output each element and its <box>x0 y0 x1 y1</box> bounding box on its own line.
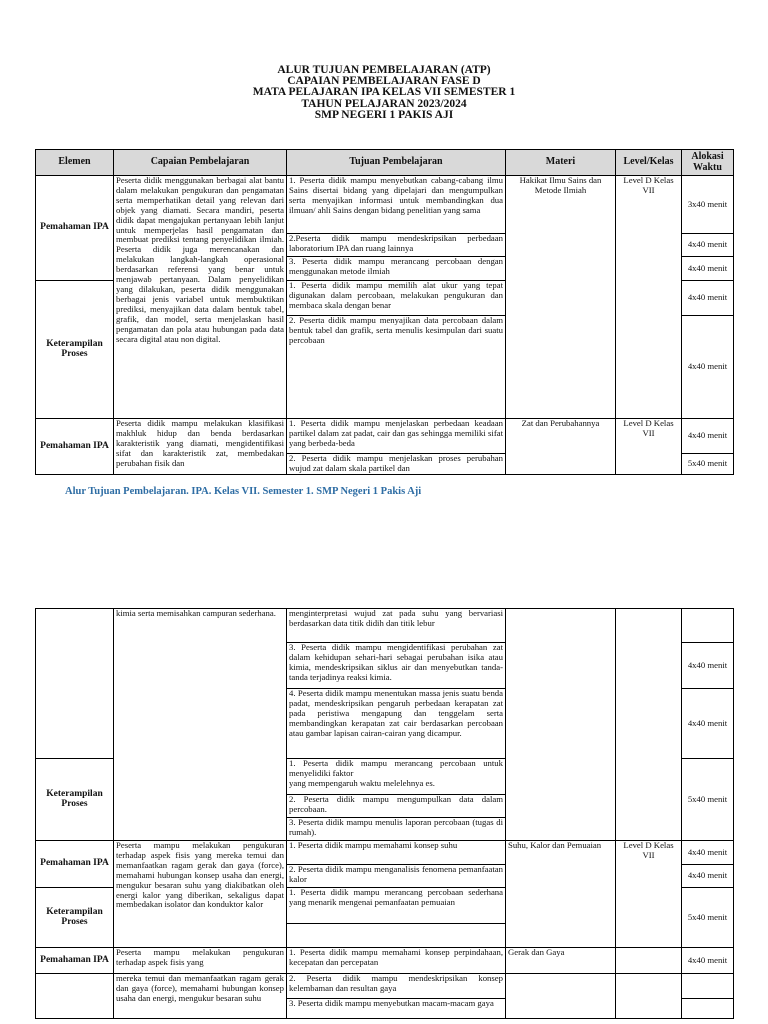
document-heading <box>0 65 768 121</box>
alokasi-blank-2 <box>682 974 734 999</box>
materi-gerak: Gerak dan Gaya <box>506 948 616 974</box>
elemen-pemahaman-ipa-p2: Pemahaman IPA <box>36 841 114 888</box>
tujuan-p2-row-5: 2. Peserta didik mampu mengumpulkan data dalam percobaan. <box>287 795 506 818</box>
elemen-keterampilan-proses: Keterampilan Proses <box>36 281 114 419</box>
capaian-gerak-a: Peserta mampu melakukan pengukuran terhadap aspek fisis yang <box>114 948 287 974</box>
heading-line-5: SMP NEGERI 1 PAKIS AJI <box>314 108 454 121</box>
tujuan-row-1: 1. Peserta didik mampu menyebutkan cabang-cabang ilmu Sains disertai bidang yang dipelajari dan mengumpulkan serta menyajikan informasi untuk membandingkan dua ilmuan/ ahli Sains dengan bidang penelitian yang sama <box>287 176 506 234</box>
elemen-pemahaman-ipa-p2-2: Pemahaman IPA <box>36 948 114 974</box>
tujuan-p2-row-7: 1. Peserta didik mampu memahami konsep suhu <box>287 841 506 865</box>
tujuan-p2-row-12: 3. Peserta didik mampu menyebutkan macam-macam gaya <box>287 999 506 1019</box>
tujuan-p2-row-6: 3. Peserta didik mampu menulis laporan percobaan (tugas di rumah). <box>287 818 506 841</box>
atp-table-page-2 <box>35 608 734 1019</box>
elemen-pemahaman-ipa: Pemahaman IPA <box>36 176 114 281</box>
tujuan-p2-row-4: 1. Peserta didik mampu merancang percobaan untuk menyelidiki faktor yang mempengaruh waktu melelehnya es. <box>287 759 506 795</box>
alokasi-row-2: 4x40 menit <box>682 234 734 257</box>
alokasi-blank <box>682 609 734 643</box>
tujuan-p2-row-3: 4. Peserta didik mampu menentukan massa jenis suatu benda padat, mendeskripsikan pengaruh perbedaan kerapatan zat pada peristiwa mengapung dan tenggelam serta membandingkan kerapatan zat cair berdasarkan percobaan atau gambar lapisan cairan-cairan yang dicampur. <box>287 689 506 759</box>
elemen-keterampilan-proses-p2-2: Keterampilan Proses <box>36 888 114 948</box>
tujuan-row-4: 1. Peserta didik mampu memilih alat ukur yang tepat digunakan dalam percobaan, melakukan pengukuran dan membaca skala dengan benar <box>287 281 506 316</box>
alokasi-row-6: 4x40 menit <box>682 419 734 454</box>
elemen-pemahaman-ipa-2: Pemahaman IPA <box>36 419 114 475</box>
alokasi-p2-row-7: 4x40 menit <box>682 841 734 865</box>
tujuan-p2-row-9: 1. Peserta didik mampu merancang percobaan sederhana yang menarik mengenai pemanfaatan pemuaian <box>287 888 506 924</box>
alokasi-row-7: 5x40 menit <box>682 454 734 475</box>
capaian-lanjutan: kimia serta memisahkan campuran sederhana. <box>114 609 287 841</box>
heading-line-2: CAPAIAN PEMBELAJARAN FASE D <box>287 75 481 88</box>
header-capaian: Capaian Pembelajaran <box>114 150 287 176</box>
header-tujuan: Tujuan Pembelajaran <box>287 150 506 176</box>
level-kelas-1: Level D Kelas VII <box>616 176 682 419</box>
tujuan-row-6: 1. Peserta didik mampu menjelaskan perbedaan keadaan partikel dalam zat padat, cair dan gas sehingga memiliki sifat yang berbeda-beda <box>287 419 506 454</box>
capaian-pembelajaran-1: Peserta didik menggunakan berbagai alat bantu dalam melakukan pengukuran dan pengamatan serta memperhatikan detail yang relevan dari objek yang diamati. Secara mandiri, peserta didik dapat mengajukan pertanyaan lebih lanjut untuk memperjelas hasil pengamatan dan membuat prediksi tentang penyelidikan ilmiah. Peserta didik juga merencanakan dan melakukan langkah-langkah operasional berdasarkan referensi yang benar untuk menjawab pertanyaan. Dalam penyelidikan yang dilakukan, peserta didik menggunakan berbagai jenis variabel untuk membuktikan prediksi, menyajikan data dalam bentuk tabel, grafik, dan model, serta menjelaskan hasil pengamatan dan pola atau hubungan pada data secara digital atau non digital. <box>114 176 287 419</box>
level-blank-2 <box>616 948 682 974</box>
tujuan-blank <box>287 924 506 948</box>
heading-line-1: ALUR TUJUAN PEMBELAJARAN (ATP) <box>277 64 491 76</box>
alokasi-p2-row-10: 4x40 menit <box>682 948 734 974</box>
alokasi-row-1: 3x40 menit <box>682 176 734 234</box>
level-blank-3 <box>616 974 682 1019</box>
level-kelas-p2: Level D Kelas VII <box>616 841 682 948</box>
materi-zat: Zat dan Perubahannya <box>506 419 616 475</box>
tujuan-p2-row-10: 1. Peserta didik mampu memahami konsep perpindahaan, kecepatan dan percepatan <box>287 948 506 974</box>
materi-blank-2 <box>506 974 616 1019</box>
materi-suhu: Suhu, Kalor dan Pemuaian <box>506 841 616 948</box>
tujuan-p2-row-1: menginterpretasi wujud zat pada suhu yang bervariasi berdasarkan data titik didih dan titik lebur <box>287 609 506 643</box>
tujuan-row-5: 2. Peserta didik mampu menyajikan data percobaan dalam bentuk tabel dan grafik, serta menulis kesimpulan dari suatu percobaan <box>287 316 506 419</box>
header-elemen: Elemen <box>36 150 114 176</box>
alokasi-row-4: 4x40 menit <box>682 281 734 316</box>
header-materi: Materi <box>506 150 616 176</box>
elemen-blank <box>36 609 114 759</box>
alokasi-p2-row-3: 4x40 menit <box>682 689 734 759</box>
alokasi-blank-3 <box>682 999 734 1019</box>
materi-hakikat: Hakikat Ilmu Sains dan Metode Ilmiah <box>506 176 616 419</box>
alokasi-p2-row-8: 4x40 menit <box>682 865 734 888</box>
tujuan-row-2: 2.Peserta didik mampu mendeskripsikan perbedaan laboratorium IPA dan ruang lainnya <box>287 234 506 257</box>
atp-table-page-1 <box>35 149 734 475</box>
tujuan-row-3: 3. Peserta didik mampu merancang percobaan dengan menggunakan metode ilmiah <box>287 257 506 281</box>
level-kelas-2: Level D Kelas VII <box>616 419 682 475</box>
heading-line-4: TAHUN PELAJARAN 2023/2024 <box>301 97 467 110</box>
header-level: Level/Kelas <box>616 150 682 176</box>
capaian-gerak-b: mereka temui dan memanfaatkan ragam gerak dan gaya (force), memahami hubungan konsep usaha dan energi, mengukur besaran suhu <box>114 974 287 1019</box>
alokasi-row-3: 4x40 menit <box>682 257 734 281</box>
materi-blank <box>506 609 616 841</box>
capaian-pembelajaran-2: Peserta didik mampu melakukan klasifikasi makhluk hidup dan benda berdasarkan karakteristik yang diamati, mengidentifikasi sifat dan karakteristik zat, membedakan perubahan fisik dan <box>114 419 287 475</box>
alokasi-p2-row-9: 5x40 menit <box>682 888 734 948</box>
header-alokasi: Alokasi Waktu <box>682 150 734 176</box>
tujuan-p2-row-2: 3. Peserta didik mampu mengidentifikasi perubahan zat dalam kehidupan sehari-hari sebagai perubahan isika atau kimia, mendeskripsikan siklus air dan menyebutkan tanda-tanda terjadinya reaksi kimia. <box>287 643 506 689</box>
elemen-blank-2 <box>36 974 114 1019</box>
alokasi-p2-row-2: 4x40 menit <box>682 643 734 689</box>
alokasi-row-5: 4x40 menit <box>682 316 734 419</box>
capaian-suhu: Peserta mampu melakukan pengukuran terhadap aspek fisis yang mereka temui dan memanfaatkan ragam gerak dan gaya (force), memahami hubungan konsep usaha dan energi, mengukur besaran suhu yang diakibatkan oleh energi kalor yang diberikan, sekaligus dapat membedakan isolator dan konduktor kalor <box>114 841 287 948</box>
elemen-keterampilan-proses-p2: Keterampilan Proses <box>36 759 114 841</box>
tujuan-p2-row-11: 2. Peserta didik mampu mendeskripsikan konsep kelembaman dan resultan gaya <box>287 974 506 999</box>
level-blank <box>616 609 682 841</box>
heading-line-3: MATA PELAJARAN IPA KELAS VII SEMESTER 1 <box>252 86 516 99</box>
tujuan-row-7: 2. Peserta didik mampu menjelaskan proses perubahan wujud zat dalam skala partikel dan <box>287 454 506 475</box>
alokasi-p2-row-4: 5x40 menit <box>682 759 734 841</box>
page-footer-caption: Alur Tujuan Pembelajaran. IPA. Kelas VII. Semester 1. SMP Negeri 1 Pakis Aji <box>65 486 422 497</box>
tujuan-p2-row-8: 2. Peserta didik mampu menganalisis fenomena pemanfaatan kalor <box>287 865 506 888</box>
